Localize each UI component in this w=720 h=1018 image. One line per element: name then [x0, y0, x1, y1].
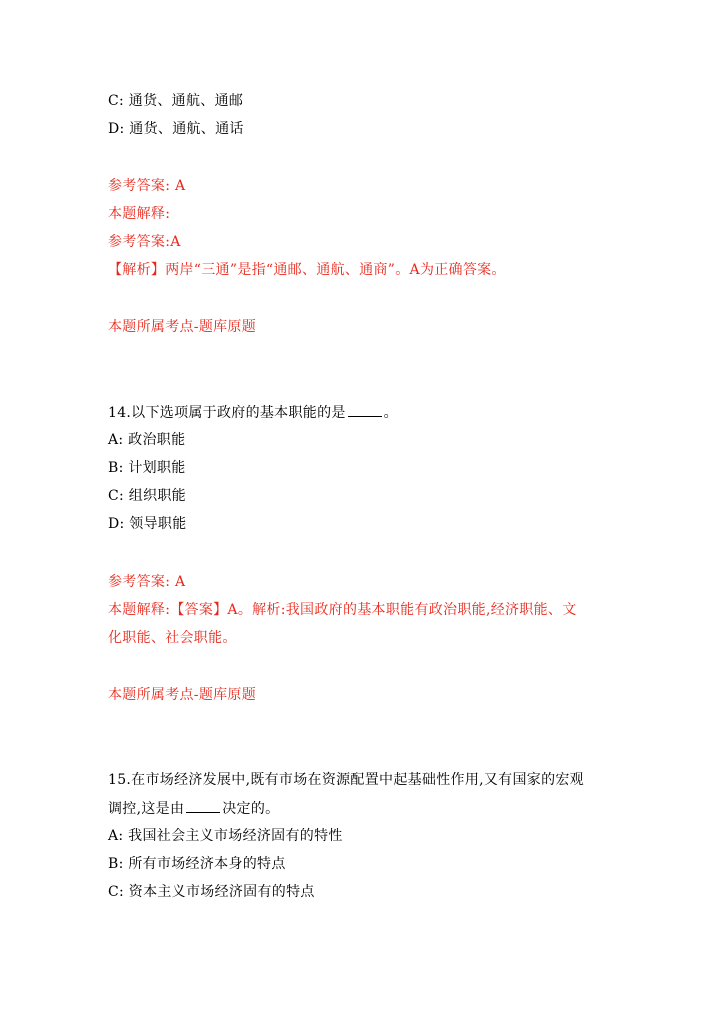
q15-option-a: A: 我国社会主义市场经济固有的特性: [108, 828, 343, 844]
answer-blank: [348, 402, 382, 417]
q14-answer: 参考答案: A: [108, 574, 186, 590]
q13-answer-repeat: 参考答案:A: [108, 234, 181, 250]
q15-stem-end: 决定的。: [222, 801, 280, 817]
q13-option-c: C: 通货、通航、通邮: [108, 93, 244, 109]
q15-option-c: C: 资本主义市场经济固有的特点: [108, 884, 315, 900]
q15-stem-line1: 15.在市场经济发展中,既有市场在资源配置中起基础性作用,又有国家的宏观: [108, 772, 584, 788]
q15-stem-line2: [108, 798, 279, 818]
q15-stem-text: 调控,这是由: [108, 801, 185, 817]
q15-option-b: B: 所有市场经济本身的特点: [108, 856, 286, 872]
q14-stem: [108, 402, 398, 422]
q13-answer: 参考答案: A: [108, 178, 186, 194]
answer-blank: [186, 798, 220, 813]
q14-option-d: D: 领导职能: [108, 516, 187, 532]
q14-stem-end: 。: [383, 405, 398, 421]
q13-option-d: D: 通货、通航、通话: [108, 121, 244, 137]
q14-source: 本题所属考点-题库原题: [108, 687, 257, 703]
q13-explanation-label: 本题解释:: [108, 206, 171, 222]
q14-stem-text: 14.以下选项属于政府的基本职能的是: [108, 405, 346, 421]
q13-source: 本题所属考点-题库原题: [108, 319, 257, 335]
q14-explanation-line2: 化职能、社会职能。: [108, 630, 237, 646]
q14-option-b: B: 计划职能: [108, 460, 186, 476]
q14-explanation-line1: 本题解释:【答案】A。解析:我国政府的基本职能有政治职能,经济职能、文: [108, 602, 577, 618]
q14-option-c: C: 组织职能: [108, 488, 186, 504]
q13-explanation: 【解析】两岸“三通”是指“通邮、通航、通商”。A为正确答案。: [108, 262, 506, 278]
q14-option-a: A: 政治职能: [108, 432, 186, 448]
